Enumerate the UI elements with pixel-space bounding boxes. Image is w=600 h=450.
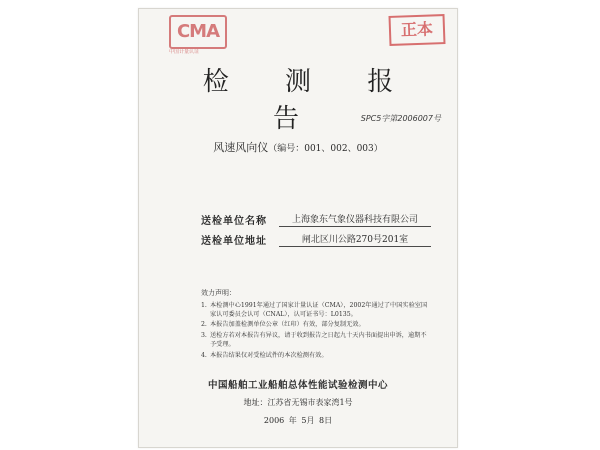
declaration-item-text: 送检方若对本报告有异议，请于收到报告之日起九十天内书面提出申诉，逾期不予受理。 — [210, 332, 427, 348]
client-info — [201, 207, 431, 247]
declaration-title: 效力声明： — [201, 289, 236, 297]
report-date: 2006 年 5月 8日 — [263, 416, 333, 425]
declaration-item-text: 本检测中心1991年通过了国家计量认证（CMA），2002年通过了中国实验室国家认可委员会认可（CNAL），认可证书号：L0135。 — [210, 301, 428, 318]
declaration-item-text: 本报告加盖检测单位公章（红印）有效，部分复制无效。 — [210, 321, 365, 329]
client-unit-value: 上海象东气象仪器科技有限公司 — [279, 212, 431, 227]
declaration-item — [201, 352, 431, 361]
report-number: SPC5字第2006007号 — [360, 114, 441, 123]
validity-declaration — [201, 289, 431, 363]
client-address-row — [201, 227, 431, 247]
declaration-item-number: 4. — [201, 351, 207, 359]
declaration-item-number: 3. — [201, 332, 207, 340]
client-unit-row — [201, 207, 431, 227]
report-page — [138, 8, 458, 448]
client-address-label: 送检单位地址 — [201, 236, 267, 247]
instrument-line — [139, 139, 457, 155]
organization-address: 地址：江苏省无锡市表家湾1号 — [243, 398, 353, 407]
organization-name: 中国船舶工业船舶总体性能试验检测中心 — [207, 380, 388, 391]
client-address-value: 闸北区川公路270号201室 — [279, 232, 431, 247]
client-unit-label: 送检单位名称 — [201, 216, 267, 227]
declaration-item — [201, 321, 431, 330]
declaration-item — [201, 332, 431, 350]
declaration-item — [201, 302, 431, 320]
declaration-item-text: 本报告结果仅对受检试件的本次检测有效。 — [210, 351, 328, 359]
instrument-name: 风速风向仪 — [213, 141, 269, 154]
declaration-item-number: 2. — [201, 321, 207, 329]
cma-logo: CMA — [169, 15, 227, 49]
original-copy-stamp: 正本 — [388, 14, 445, 46]
declaration-item-number: 1. — [201, 301, 207, 309]
cma-logo-subtext: 中国计量认证 — [169, 49, 200, 55]
report-title: 检 测 报 告 — [202, 67, 418, 134]
instrument-numbers: （编号：001、002、003） — [268, 144, 383, 154]
